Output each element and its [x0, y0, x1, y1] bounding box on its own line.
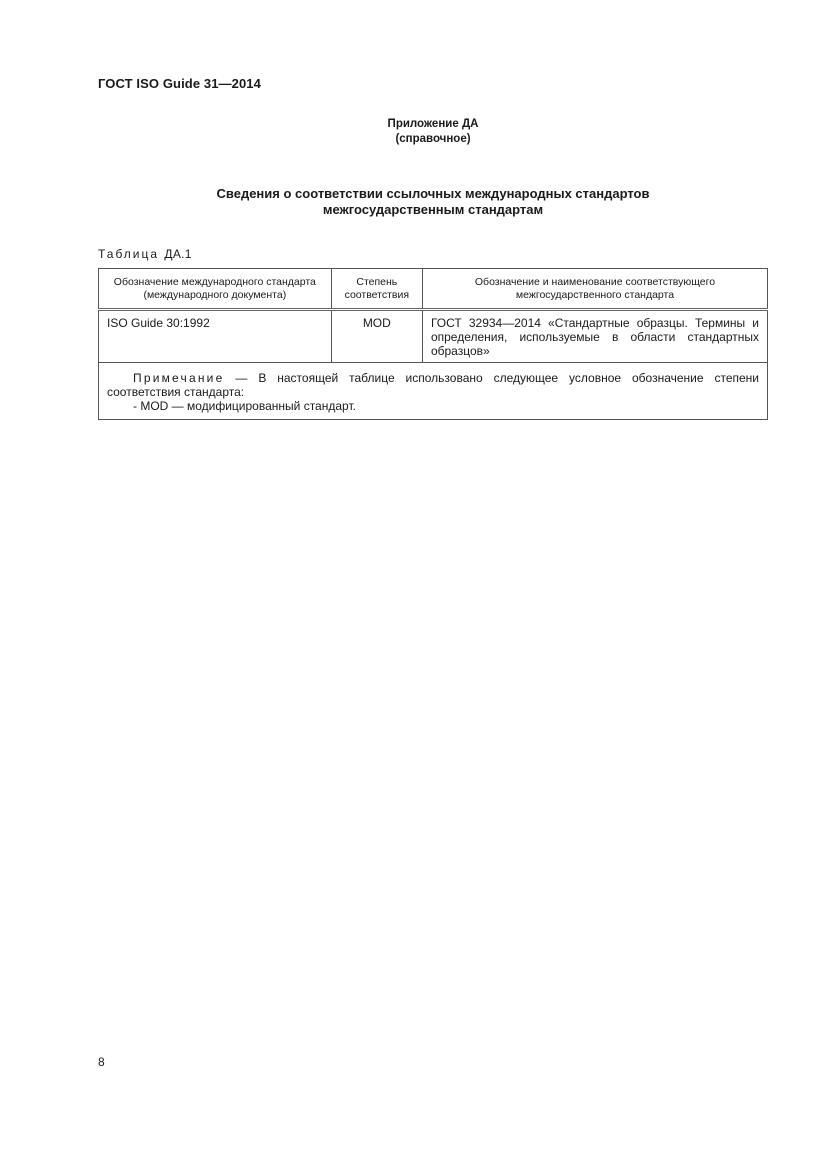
header-col2-line-2: соответствия [344, 289, 410, 301]
table-note [99, 363, 768, 420]
header-col2-line-1: Степень [356, 276, 398, 288]
page-number: 8 [98, 1055, 105, 1069]
header-col3-line-2: межгосударственного стандарта [515, 289, 675, 301]
section-title-line-2: межгосударственным стандартам [322, 202, 544, 217]
header-col3-line-1: Обозначение и наименование соответствующего [474, 276, 716, 288]
appendix-heading [0, 117, 826, 147]
table-row [99, 310, 768, 363]
note-item: - MOD — модифицированный стандарт. [133, 399, 356, 413]
appendix-title: Приложение ДА [387, 118, 479, 130]
section-title [0, 186, 826, 218]
table-caption-label: Таблица [98, 247, 160, 261]
section-title-line-1: Сведения о соответствии ссылочных международных стандартов [216, 186, 650, 201]
table-caption-number: ДА.1 [164, 247, 192, 261]
note-label: Примечание [133, 371, 225, 385]
header-col1-line-2: (международного документа) [143, 289, 287, 301]
table-note-row [99, 363, 768, 420]
document-header: ГОСТ ISO Guide 31—2014 [98, 76, 261, 91]
correspondence-table [98, 268, 768, 420]
cell-degree: MOD [331, 310, 422, 363]
header-col1-line-1: Обозначение международного стандарта [113, 276, 316, 288]
cell-international-standard: ISO Guide 30:1992 [99, 310, 332, 363]
note-text: — В настоящей таблице использовано следующее условное обозначение степени соответствия стандарта: [107, 371, 759, 399]
appendix-subtitle: (справочное) [395, 133, 471, 145]
cell-interstate-standard: ГОСТ 32934—2014 «Стандартные образцы. Термины и определения, используемые в области стандартных образцов» [422, 310, 767, 363]
header-interstate-standard [422, 269, 767, 310]
table-caption [98, 247, 192, 261]
table-header-row [99, 269, 768, 310]
header-international-standard [99, 269, 332, 310]
header-degree-of-correspondence [331, 269, 422, 310]
